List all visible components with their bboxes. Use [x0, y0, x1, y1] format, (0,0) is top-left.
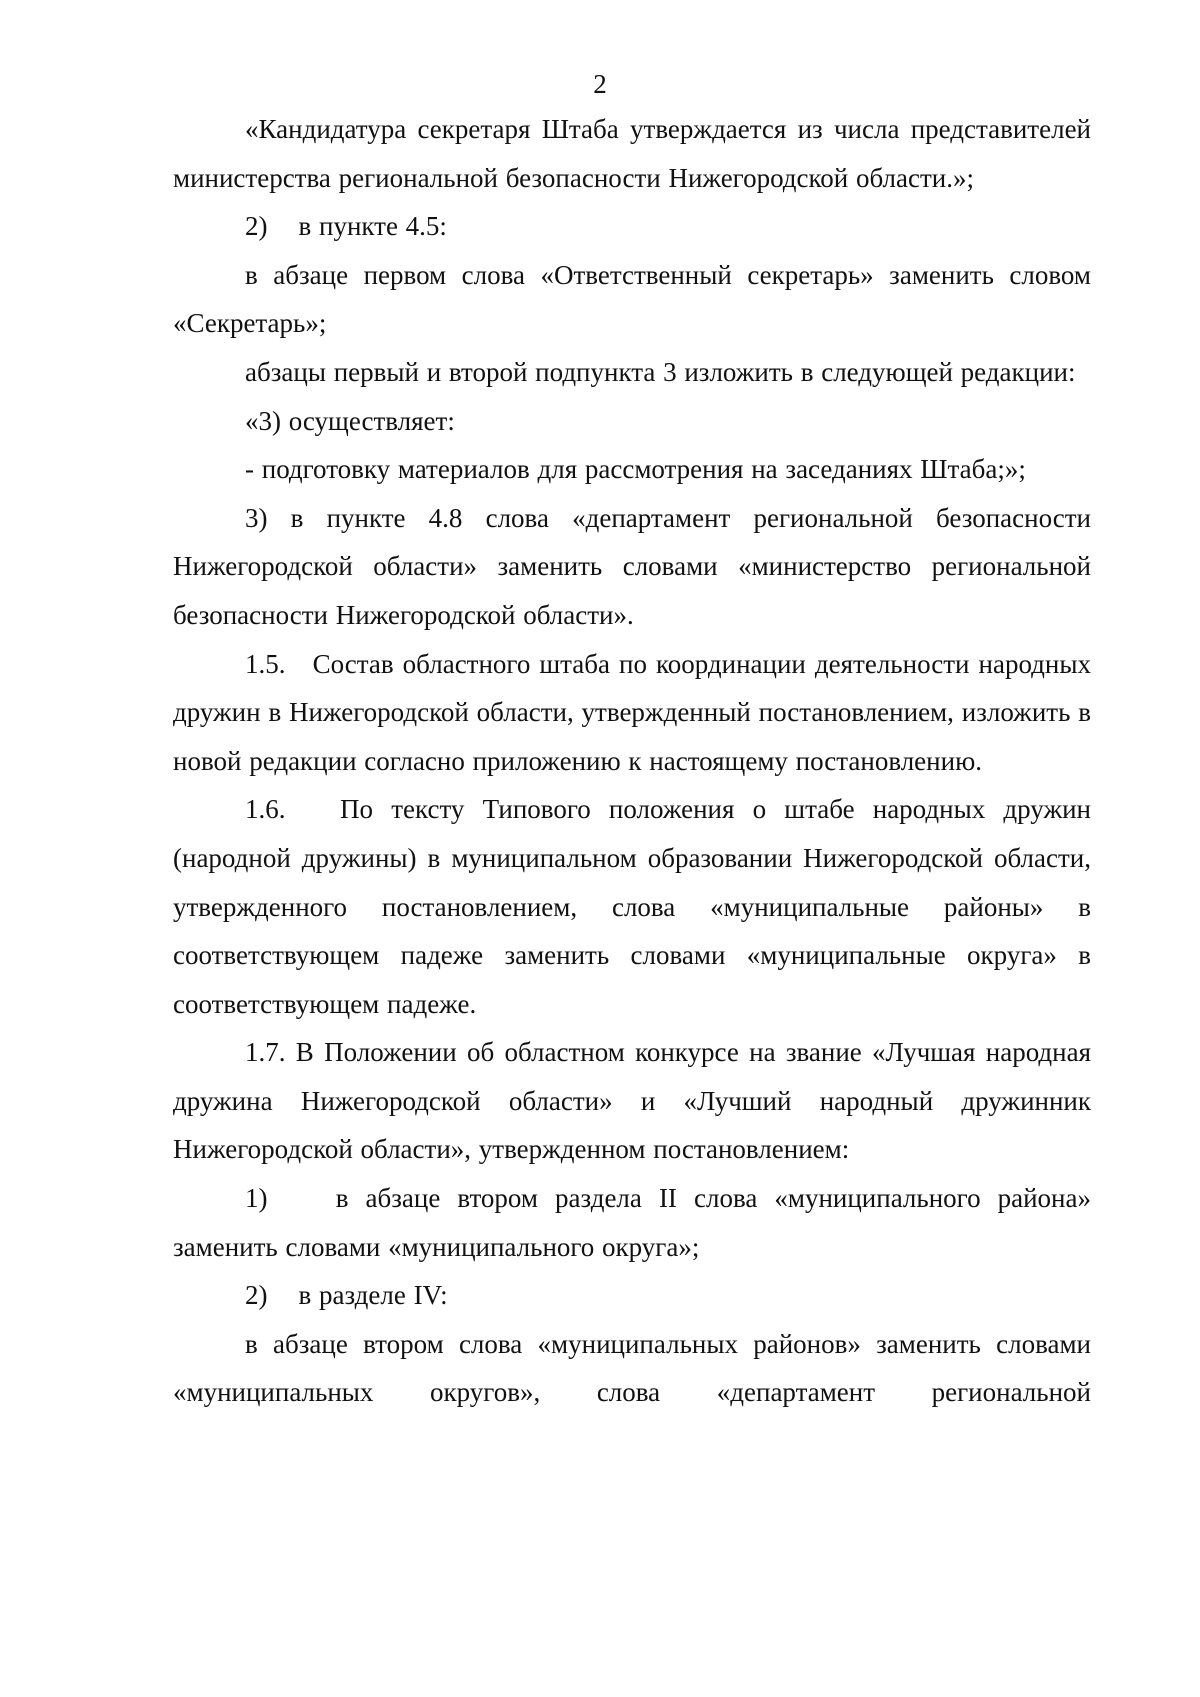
paragraph: в абзаце первом слова «Ответственный секретарь» заменить словом «Секретарь»; [173, 259, 1091, 339]
paragraph: «3) осуществляет: [245, 405, 455, 436]
page-number: 2 [593, 69, 607, 99]
paragraph: абзацы первый и второй подпункта 3 изложить в следующей редакции: [245, 356, 1076, 387]
paragraph: «Кандидатура секретаря Штаба утверждается из числа представителей министерства региональной безопасности Нижегородской области.»; [173, 114, 1091, 193]
paragraph: - подготовку материалов для рассмотрения на заседаниях Штаба;»; [245, 454, 1026, 485]
paragraph: 1.7. В Положении об областном конкурсе на звание «Лучшая народная дружина Нижегородской области» и «Лучший народный дружинник Нижегородской области», утвержденном постановлением: [173, 1037, 1091, 1165]
paragraph: 1.5. Состав областного штаба по координации деятельности народных дружин в Нижегородской области, утвержденный постановлением, изложить в новой редакции согласно приложению к настоящему постановлению. [173, 648, 1091, 776]
paragraph: 2) в пункте 4.5: [245, 211, 447, 242]
paragraph: в абзаце втором слова «муниципальных районов» заменить словами «муниципальных округов», слова «департамент региональной [173, 1328, 1091, 1408]
paragraph: 2) в разделе IV: [245, 1280, 448, 1311]
paragraph: 1.6. По тексту Типового положения о штабе народных дружин (народной дружины) в муниципальном образовании Нижегородской области, утвержденного постановлением, слова «муниципальные районы» в соответствующем падеже заменить словами «муниципальные округа» в соответствующем падеже. [173, 794, 1091, 1019]
document-body [173, 105, 1091, 1417]
paragraph: 1) в абзаце втором раздела II слова «муниципального района» заменить словами «муниципального округа»; [173, 1183, 1091, 1262]
paragraph: 3) в пункте 4.8 слова «департамент региональной безопасности Нижегородской области» заменить словами «министерство региональной безопасности Нижегородской области». [173, 502, 1091, 630]
